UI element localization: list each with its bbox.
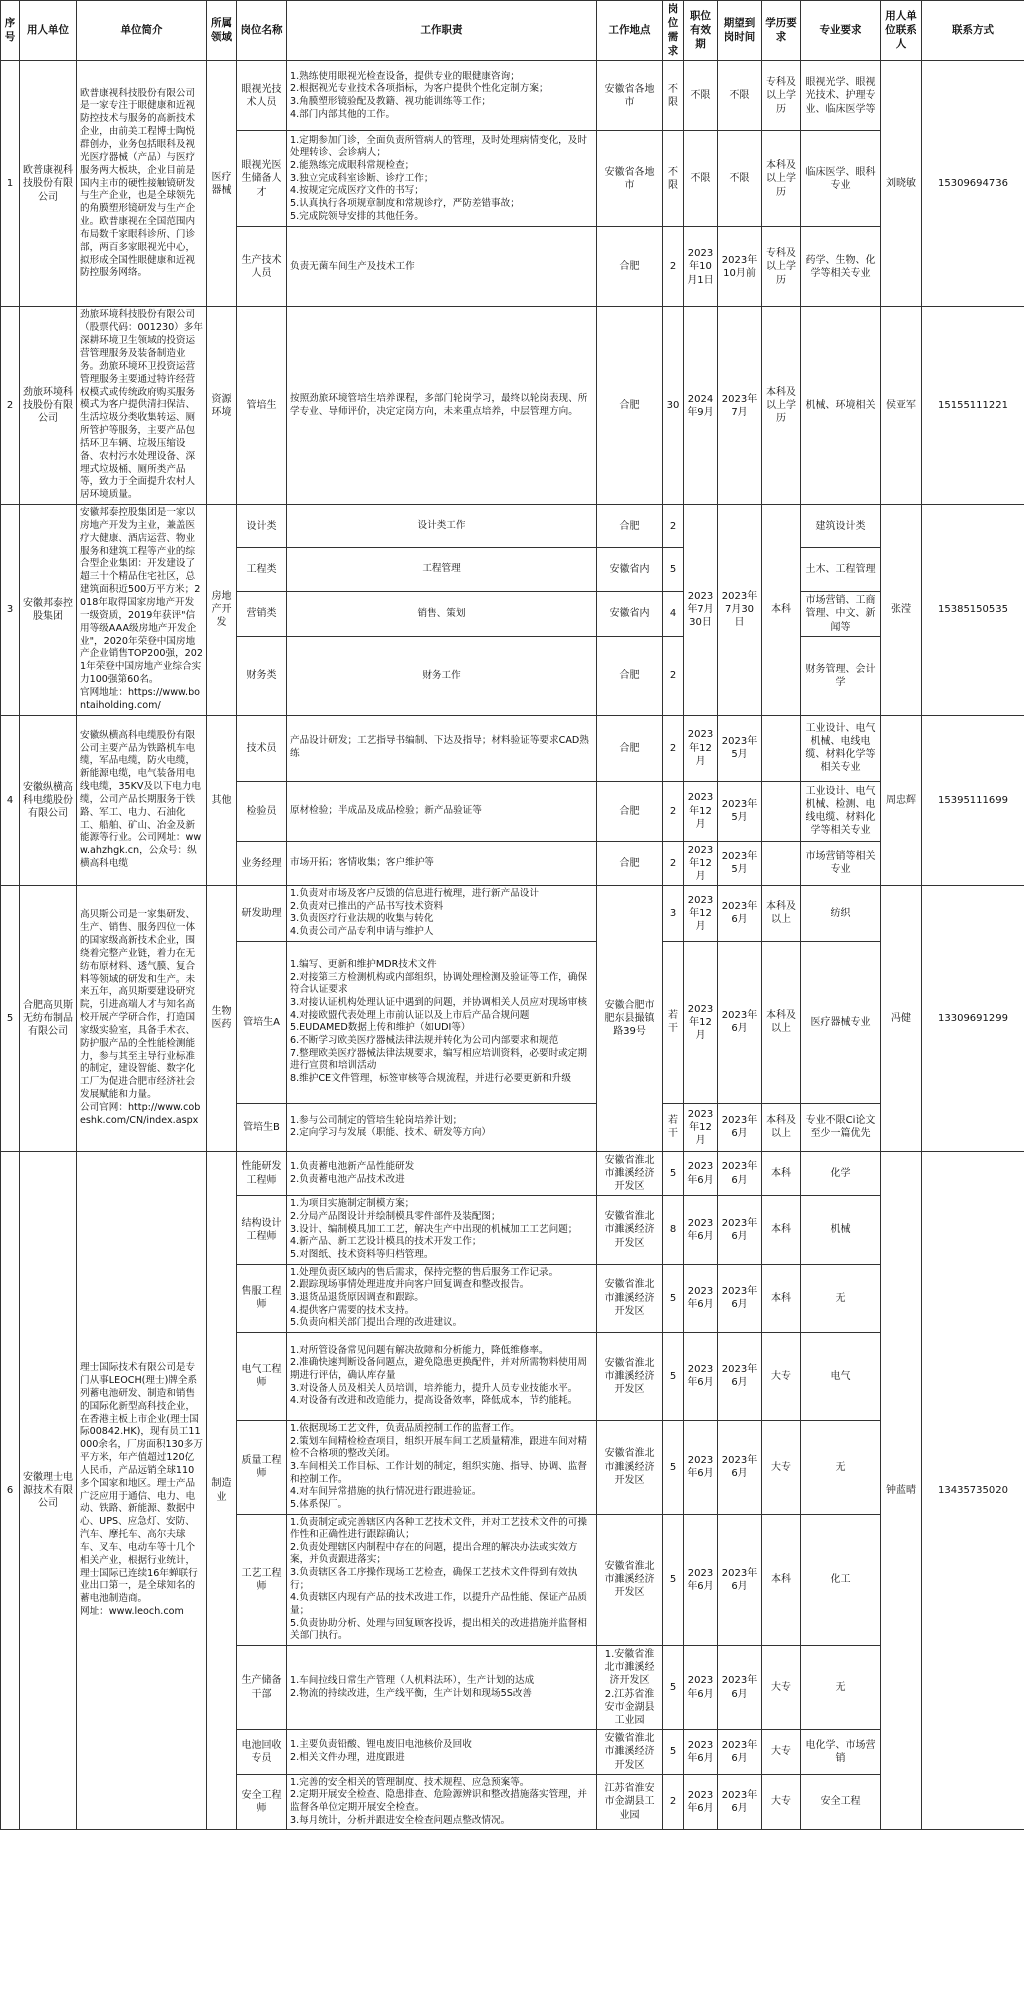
- header-phone: 联系方式: [922, 1, 1024, 61]
- header-location: 工作地点: [597, 1, 663, 61]
- job-title: 结构设计工程师: [237, 1196, 287, 1264]
- job-major: 市场营销等相关专业: [801, 841, 881, 886]
- contact-person: 张滢: [881, 505, 922, 716]
- company-field: 医疗器械: [207, 61, 237, 307]
- job-major: 专业不限Ci论文至少一篇优先: [801, 1103, 881, 1151]
- job-duty: 工程管理: [287, 548, 597, 591]
- job-major: 财务管理、会计学: [801, 637, 881, 715]
- job-major: 市场营销、工商管理、中文、新闻等: [801, 591, 881, 637]
- header-no: 序号: [1, 1, 20, 61]
- table-row: [1, 61, 1024, 131]
- job-title: 研发助理: [237, 886, 287, 942]
- job-title: 眼视光医生储备人才: [237, 131, 287, 227]
- row-number: 1: [1, 61, 20, 307]
- job-location: 1.安徽省淮北市濉溪经济开发区 2.江苏省淮安市金湖县工业园: [597, 1646, 663, 1730]
- job-count: 2: [663, 841, 684, 886]
- job-major: 工业设计、电气机械、检测、电线电缆、材料化学等相关专业: [801, 781, 881, 841]
- job-education: 本科: [762, 1264, 801, 1332]
- job-location: 安徽省淮北市濉溪经济开发区: [597, 1151, 663, 1196]
- job-count: 2: [663, 715, 684, 781]
- job-arrival-date: 2023年6月: [718, 1774, 762, 1830]
- company-name: 合肥高贝斯无纺布制品有限公司: [20, 886, 77, 1152]
- job-arrival-date: 不限: [718, 131, 762, 227]
- job-valid-date: 2023年6月: [684, 1646, 718, 1730]
- job-count: 5: [663, 1332, 684, 1420]
- job-title: 生产技术人员: [237, 227, 287, 307]
- job-arrival-date: 2023年10月前: [718, 227, 762, 307]
- job-major: 无: [801, 1646, 881, 1730]
- job-arrival-date: 2023年5月: [718, 841, 762, 886]
- job-count: 2: [663, 637, 684, 715]
- job-education: [762, 715, 801, 781]
- job-education: [762, 841, 801, 886]
- job-title: 财务类: [237, 637, 287, 715]
- company-name: 安徽理士电源技术有限公司: [20, 1151, 77, 1830]
- job-title: 管培生B: [237, 1103, 287, 1151]
- job-major: 药学、生物、化学等相关专业: [801, 227, 881, 307]
- row-number: 4: [1, 715, 20, 886]
- job-education: 本科: [762, 1196, 801, 1264]
- contact-phone: 15155111221: [922, 307, 1024, 505]
- job-duty: 1.对所管设备常见问题有解决故障和分析能力，降低维修率。 2.准确快速判断设备问题点，避免隐患更换配件，并对所需物料使用周期进行评估，确认库存量 3.对设备人员及相关人员培训，培养能力，提升人员专业技能水平。 4.对设备有改进和改造能力，提高设备效率，降低成本，节约能耗。: [287, 1332, 597, 1420]
- job-duty: 按照劲旅环境管培生培养课程，多部门轮岗学习，最终以轮岗表现、所学专业、导师评价，决定定岗方向，未来重点培养，中层管理方向。: [287, 307, 597, 505]
- row-number: 3: [1, 505, 20, 716]
- company-name: 安徽邦泰控股集团: [20, 505, 77, 716]
- job-arrival-date: 2023年5月: [718, 781, 762, 841]
- job-duty: 1.参与公司制定的管培生轮岗培养计划； 2.定向学习与发展（职能、技术、研发等方向）: [287, 1103, 597, 1151]
- header-valid: 职位有效期: [684, 1, 718, 61]
- header-count: 岗位需求: [663, 1, 684, 61]
- job-arrival-date: 2023年6月: [718, 1514, 762, 1646]
- job-title: 管培生A: [237, 941, 287, 1103]
- job-duty: 1.处理负责区域内的售后需求，保持完整的售后服务工作记录。 2.跟踪现场事情处理进度并向客户回复调查和整改报告。 3.退货品退货原因调查和跟踪。 4.提供客户需要的技术支持。 5.负责向相关部门提出合理的改进建议。: [287, 1264, 597, 1332]
- job-title: 性能研发工程师: [237, 1151, 287, 1196]
- header-field: 所属领域: [207, 1, 237, 61]
- job-valid-date: 2023年6月: [684, 1151, 718, 1196]
- job-count: 2: [663, 505, 684, 548]
- job-arrival-date: 2023年6月: [718, 1264, 762, 1332]
- job-arrival-date: 2023年6月: [718, 941, 762, 1103]
- job-major: 机械: [801, 1196, 881, 1264]
- job-valid-date: 2023年12月: [684, 715, 718, 781]
- company-name: 欧普康视科技股份有限公司: [20, 61, 77, 307]
- job-duty: 1.负责蓄电池新产品性能研发 2.负责蓄电池产品技术改进: [287, 1151, 597, 1196]
- company-intro: 高贝斯公司是一家集研发、生产、销售、服务四位一体的国家级高新技术企业，围绕着完整产业链，着力在无纺布原材料、透气膜、复合料等领域的研发和生产。未来五年，高贝斯要建设研究院，引进高端人才与知名高校开展产学研合作，打造国家级实验室，具备手术衣、防护服产品的全性能检测能力，参与其至主导行业标准的制定，建设智能、数字化工厂为促进合肥市经济社会发展赋能和力量。 公司官网：http://www.cobeshk.com/CN/index.aspx: [77, 886, 207, 1152]
- header-arrival: 期望到岗时间: [718, 1, 762, 61]
- job-education: 大专: [762, 1332, 801, 1420]
- job-count: 5: [663, 1264, 684, 1332]
- job-arrival-date: 2023年6月: [718, 1646, 762, 1730]
- contact-phone: 15309694736: [922, 61, 1024, 307]
- job-count: 不限: [663, 61, 684, 131]
- row-number: 6: [1, 1151, 20, 1830]
- header-duty: 工作职责: [287, 1, 597, 61]
- job-title: 营销类: [237, 591, 287, 637]
- job-title: 售服工程师: [237, 1264, 287, 1332]
- job-education: 大专: [762, 1774, 801, 1830]
- company-field: 其他: [207, 715, 237, 886]
- header-education: 学历要求: [762, 1, 801, 61]
- job-valid-date: 2023年6月: [684, 1730, 718, 1775]
- job-count: 若干: [663, 1103, 684, 1151]
- table-row: [1, 505, 1024, 548]
- job-location: 安徽省淮北市濉溪经济开发区: [597, 1420, 663, 1514]
- header-job-title: 岗位名称: [237, 1, 287, 61]
- job-arrival-date: 2023年6月: [718, 1151, 762, 1196]
- job-duty: 产品设计研发；工艺指导书编制、下达及指导；材料验证等要求CAD熟练: [287, 715, 597, 781]
- job-location: 安徽合肥市肥东县撮镇路39号: [597, 886, 663, 1152]
- job-valid-date: 不限: [684, 61, 718, 131]
- job-count: 5: [663, 1514, 684, 1646]
- job-education: 专科及以上学历: [762, 61, 801, 131]
- job-location: 安徽省淮北市濉溪经济开发区: [597, 1730, 663, 1775]
- company-name: 劲旅环境科技股份有限公司: [20, 307, 77, 505]
- job-location: 合肥: [597, 715, 663, 781]
- job-duty: 1.编写、更新和维护MDR技术文件 2.对接第三方检测机构或内部组织，协调处理检测及验证等工作，确保符合认证要求 3.对接认证机构处理认证中遇到的问题，并协调相关人员应对现场审核 4.对接欧盟代表处理上市前认证以及上市后产品合规问题 5.EUDAMED数据上传和维护（如UDI等） 6.不断学习欧美医疗器械法律法规并转化为公司内部要求和规范 7.整理欧美医疗器械法律法规要求，编写相应培训资料，必要时或定期进行宣贯和培训活动 8.维护CE文件管理，标签审核等合规流程，并进行必要更新和升级: [287, 941, 597, 1103]
- row-number: 2: [1, 307, 20, 505]
- job-valid-date: 2023年6月: [684, 1514, 718, 1646]
- job-valid-date: 2023年7月30日: [684, 505, 718, 716]
- company-intro: 理士国际技术有限公司是专门从事LEOCH(理士)牌全系列蓄电池研发、制造和销售的国际化新型高科技企业，在香港主板上市企业(理士国际00842.HK)，现有员工11000余名，厂房面积130多万平方米，年产值超过120亿人民币，产品远销全球110多个国家和地区。理士产品广泛应用于通信、电力、电动、铁路、新能源、数据中心、UPS、应急灯、安防、汽车、摩托车、高尔夫球车、叉车、电动车等十几个相关产业，根据行业统计，理士国际已连续16年蝉联行业出口第一，是全球知名的蓄电池制造商。 网址：www.leoch.com: [77, 1151, 207, 1830]
- contact-person: 刘晓敏: [881, 61, 922, 307]
- job-count: 2: [663, 227, 684, 307]
- job-education: 本科: [762, 1151, 801, 1196]
- job-location: 安徽省各地市: [597, 131, 663, 227]
- job-location: 安徽省内: [597, 591, 663, 637]
- job-duty: 1.完善的安全相关的管理制度、技术规程、应急预案等。 2.定期开展安全检查、隐患排查、危险源辨识和整改措施落实管理，并监督各单位定期开展安全检查。 3.每月统计，分析并跟进安全检查问题点整改情况。: [287, 1774, 597, 1830]
- company-field: 资源环境: [207, 307, 237, 505]
- job-duty: 1.负责制定或完善辖区内各种工艺技术文件，并对工艺技术文件的可操作性和正确性进行跟踪确认； 2.负责处理辖区内制程中存在的问题，提出合理的解决办法或实效方案，并负责跟进落实； 3.负责辖区各工序操作现场工艺检查，确保工艺技术文件得到有效执行； 4.负责辖区内现有产品的技术改进工作，以提升产品性能、保证产品质量； 5.负责协助分析、处理与回复顾客投诉，提出相关的改进措施并监督相关部门执行。: [287, 1514, 597, 1646]
- job-valid-date: 2023年12月: [684, 1103, 718, 1151]
- job-title: 电气工程师: [237, 1332, 287, 1420]
- job-location: 安徽省淮北市濉溪经济开发区: [597, 1514, 663, 1646]
- job-major: 工业设计、电气机械、电线电缆、材料化学等相关专业: [801, 715, 881, 781]
- job-education: 本科及以上: [762, 886, 801, 942]
- job-count: 3: [663, 886, 684, 942]
- job-location: 安徽省淮北市濉溪经济开发区: [597, 1196, 663, 1264]
- company-field: 房地产开发: [207, 505, 237, 716]
- job-arrival-date: 2023年6月: [718, 1420, 762, 1514]
- table-row: [1, 1151, 1024, 1196]
- job-duty: 1.熟练使用眼视光检查设备，提供专业的眼健康咨询； 2.根据视光专业技术各项指标，为客户提供个性化定制方案； 3.角膜塑形镜验配及教籍、视功能训练等工作； 4.部门内部其他的工作。: [287, 61, 597, 131]
- job-title: 工艺工程师: [237, 1514, 287, 1646]
- job-education: 本科及以上学历: [762, 131, 801, 227]
- job-title: 工程类: [237, 548, 287, 591]
- job-title: 管培生: [237, 307, 287, 505]
- header-contact: 用人单位联系人: [881, 1, 922, 61]
- job-valid-date: 2024年9月: [684, 307, 718, 505]
- job-count: 5: [663, 548, 684, 591]
- job-count: 2: [663, 781, 684, 841]
- job-count: 5: [663, 1646, 684, 1730]
- contact-phone: 15395111699: [922, 715, 1024, 886]
- job-count: 4: [663, 591, 684, 637]
- job-location: 合肥: [597, 781, 663, 841]
- job-major: 电气: [801, 1332, 881, 1420]
- job-count: 5: [663, 1730, 684, 1775]
- company-field: 制造业: [207, 1151, 237, 1830]
- job-education: 专科及以上学历: [762, 227, 801, 307]
- job-title: 生产储备干部: [237, 1646, 287, 1730]
- job-education: 本科: [762, 505, 801, 716]
- job-valid-date: 2023年6月: [684, 1196, 718, 1264]
- job-count: 30: [663, 307, 684, 505]
- job-count: 5: [663, 1151, 684, 1196]
- company-field: 生物医药: [207, 886, 237, 1152]
- job-count: 8: [663, 1196, 684, 1264]
- job-major: 纺织: [801, 886, 881, 942]
- job-major: 建筑设计类: [801, 505, 881, 548]
- job-valid-date: 2023年12月: [684, 886, 718, 942]
- job-arrival-date: 2023年7月: [718, 307, 762, 505]
- job-valid-date: 2023年6月: [684, 1264, 718, 1332]
- job-education: [762, 781, 801, 841]
- job-education: 本科及以上: [762, 941, 801, 1103]
- job-duty: 市场开拓；客情收集；客户维护等: [287, 841, 597, 886]
- job-major: 无: [801, 1264, 881, 1332]
- job-title: 眼视光技术人员: [237, 61, 287, 131]
- table-row: [1, 886, 1024, 942]
- job-title: 检验员: [237, 781, 287, 841]
- job-count: 2: [663, 1774, 684, 1830]
- job-arrival-date: 2023年6月: [718, 886, 762, 942]
- job-title: 业务经理: [237, 841, 287, 886]
- job-title: 安全工程师: [237, 1774, 287, 1830]
- company-name: 安徽纵横高科电缆股份有限公司: [20, 715, 77, 886]
- header-major: 专业要求: [801, 1, 881, 61]
- job-education: 大专: [762, 1420, 801, 1514]
- job-valid-date: 2023年12月: [684, 941, 718, 1103]
- contact-person: 冯健: [881, 886, 922, 1152]
- job-duty: 设计类工作: [287, 505, 597, 548]
- job-education: 本科及以上学历: [762, 307, 801, 505]
- job-location: 安徽省淮北市濉溪经济开发区: [597, 1264, 663, 1332]
- job-valid-date: 2023年12月: [684, 781, 718, 841]
- job-location: 合肥: [597, 307, 663, 505]
- job-title: 技术员: [237, 715, 287, 781]
- job-major: 安全工程: [801, 1774, 881, 1830]
- contact-phone: 13309691299: [922, 886, 1024, 1152]
- job-major: 机械、环境相关: [801, 307, 881, 505]
- job-education: 大专: [762, 1730, 801, 1775]
- job-major: 临床医学、眼科专业: [801, 131, 881, 227]
- table-row: [1, 715, 1024, 781]
- job-location: 安徽省内: [597, 548, 663, 591]
- contact-person: 周忠辉: [881, 715, 922, 886]
- job-major: 土木、工程管理: [801, 548, 881, 591]
- job-major: 医疗器械专业: [801, 941, 881, 1103]
- job-count: 若干: [663, 941, 684, 1103]
- job-arrival-date: 2023年6月: [718, 1730, 762, 1775]
- job-duty: 1.负责对市场及客户反馈的信息进行梳理，进行新产品设计 2.负责对已推出的产品书写技术资料 3.负责医疗行业法规的收集与转化 4.负责公司产品专利申请与维护人: [287, 886, 597, 942]
- job-valid-date: 2023年10月1日: [684, 227, 718, 307]
- job-education: 本科及以上: [762, 1103, 801, 1151]
- header-company: 用人单位: [20, 1, 77, 61]
- table-header-row: [1, 1, 1024, 61]
- job-duty: 1.车间拉线日常生产管理（人机料法环），生产计划的达成 2.物流的持续改进，生产线平衡，生产计划和现场5S改善: [287, 1646, 597, 1730]
- job-arrival-date: 2023年7月30日: [718, 505, 762, 716]
- job-duty: 负责无菌车间生产及技术工作: [287, 227, 597, 307]
- row-number: 5: [1, 886, 20, 1152]
- contact-phone: 13435735020: [922, 1151, 1024, 1830]
- contact-person: 侯亚军: [881, 307, 922, 505]
- job-duty: 1.为项目实施制定制模方案； 2.分局产品图设计并绘制模具零件部件及装配图； 3.设计、编制模具加工工艺，解决生产中出现的机械加工工艺问题； 4.新产品、新工艺设计模具的技术开发工作； 5.对图纸、技术资料等归档管理。: [287, 1196, 597, 1264]
- job-duty: 销售、策划: [287, 591, 597, 637]
- job-title: 质量工程师: [237, 1420, 287, 1514]
- job-title: 电池回收专员: [237, 1730, 287, 1775]
- job-location: 安徽省淮北市濉溪经济开发区: [597, 1332, 663, 1420]
- job-valid-date: 不限: [684, 131, 718, 227]
- job-location: 合肥: [597, 505, 663, 548]
- company-intro: 安徽纵横高科电缆股份有限公司主要产品为铁路机车电缆，军品电缆，防火电缆，新能源电缆，电气装备用电线电缆，35KV及以下电力电缆，公司产品长期服务于铁路、军工、电力、石油化工、船舶、矿山、冶金及新能源等行业。公司网址：www.ahzhgk.cn，公众号：纵横高科电缆: [77, 715, 207, 886]
- job-valid-date: 2023年6月: [684, 1420, 718, 1514]
- job-location: 合肥: [597, 227, 663, 307]
- job-major: 化学: [801, 1151, 881, 1196]
- job-major: 眼视光学、眼视光技术、护理专业、临床医学等: [801, 61, 881, 131]
- job-arrival-date: 2023年6月: [718, 1332, 762, 1420]
- job-duty: 1.主要负责铅酸、锂电废旧电池核价及回收 2.相关文件办理，进度跟进: [287, 1730, 597, 1775]
- job-count: 5: [663, 1420, 684, 1514]
- job-major: 化工: [801, 1514, 881, 1646]
- contact-person: 钟蓝晴: [881, 1151, 922, 1830]
- job-location: 安徽省各地市: [597, 61, 663, 131]
- job-title: 设计类: [237, 505, 287, 548]
- table-row: [1, 307, 1024, 505]
- header-intro: 单位简介: [77, 1, 207, 61]
- job-arrival-date: 不限: [718, 61, 762, 131]
- company-intro: 欧普康视科技股份有限公司是一家专注于眼健康和近视防控技术与服务的高新技术企业，由前美工程博士陶悦群创办，业务包括眼科及视光医疗器械（产品）与医疗服务两大板块，企业目前是国内主市的硬性接触镜研发与生产企业，也是全球领先的角膜塑形镜研发与生产企业。欧普康视在全国范围内布局数千家眼科诊所、门诊部，两百多家眼视光中心，拟形成全国性眼健康和近视防控服务网络。: [77, 61, 207, 307]
- job-duty: 财务工作: [287, 637, 597, 715]
- job-major: 无: [801, 1420, 881, 1514]
- job-arrival-date: 2023年5月: [718, 715, 762, 781]
- job-valid-date: 2023年12月: [684, 841, 718, 886]
- job-location: 合肥: [597, 841, 663, 886]
- job-major: 电化学、市场营销: [801, 1730, 881, 1775]
- job-duty: 原材检验；半成品及成品检验；新产品验证等: [287, 781, 597, 841]
- company-intro: 安徽邦泰控股集团是一家以房地产开发为主业，兼盖医疗大健康、酒店运营、物业服务和建筑工程等产业的综合型企业集团：开发建设了超三十个精品住宅社区，总建筑面积近500万平方米；2018年取得国家房地产开发一级资质，2019年获评"信用等级AAA级房地产开发企业"，2020年荣登中国房地产企业销售TOP200强，2021年荣登中国房地产业综合实力100强第60名。 官网地址：https://www.bontaiholding.com/: [77, 505, 207, 716]
- job-count: 不限: [663, 131, 684, 227]
- job-arrival-date: 2023年6月: [718, 1196, 762, 1264]
- job-valid-date: 2023年6月: [684, 1774, 718, 1830]
- job-location: 江苏省淮安市金湖县工业园: [597, 1774, 663, 1830]
- job-valid-date: 2023年6月: [684, 1332, 718, 1420]
- company-intro: 劲旅环境科技股份有限公司（股票代码：001230）多年深耕环境卫生领域的投资运营管理服务及装备制造业务。劲旅环境环卫投资运营管理服务主要通过特许经营权模式或传统政府购买服务模式为客户提供清扫保洁、生活垃圾分类收集转运、厕所管护等服务，主要产品包括环卫车辆、垃圾压缩设备、农村污水处理设备、深埋式垃圾桶、厕所类产品等，致力于全面提升农村人居环境质量。: [77, 307, 207, 505]
- job-duty: 1.依据现场工艺文件，负责品质控制工作的监督工作。 2.策划车间精检检查项目，组织开展车间工艺质量精准，跟进车间对精检不合格项的整改关闭。 3.车间相关工作目标、工作计划的制定，组织实施、指导、协调、监督和控制工作。 4.对车间异常措施的执行情况进行跟进验证。 5.体系保厂。: [287, 1420, 597, 1514]
- job-education: 大专: [762, 1646, 801, 1730]
- job-location: 合肥: [597, 637, 663, 715]
- job-duty: 1.定期参加门诊，全面负责所管病人的管理，及时处理病情变化，及时处理转诊、会诊病人； 2.能熟练完成眼科常规检查； 3.独立完成科室诊断、诊疗工作； 4.按规定完成医疗文件的书写； 5.认真执行各项规章制度和常规诊疗，严防差错事故； 5.完成院领导安排的其他任务。: [287, 131, 597, 227]
- job-education: 本科: [762, 1514, 801, 1646]
- job-arrival-date: 2023年6月: [718, 1103, 762, 1151]
- contact-phone: 15385150535: [922, 505, 1024, 716]
